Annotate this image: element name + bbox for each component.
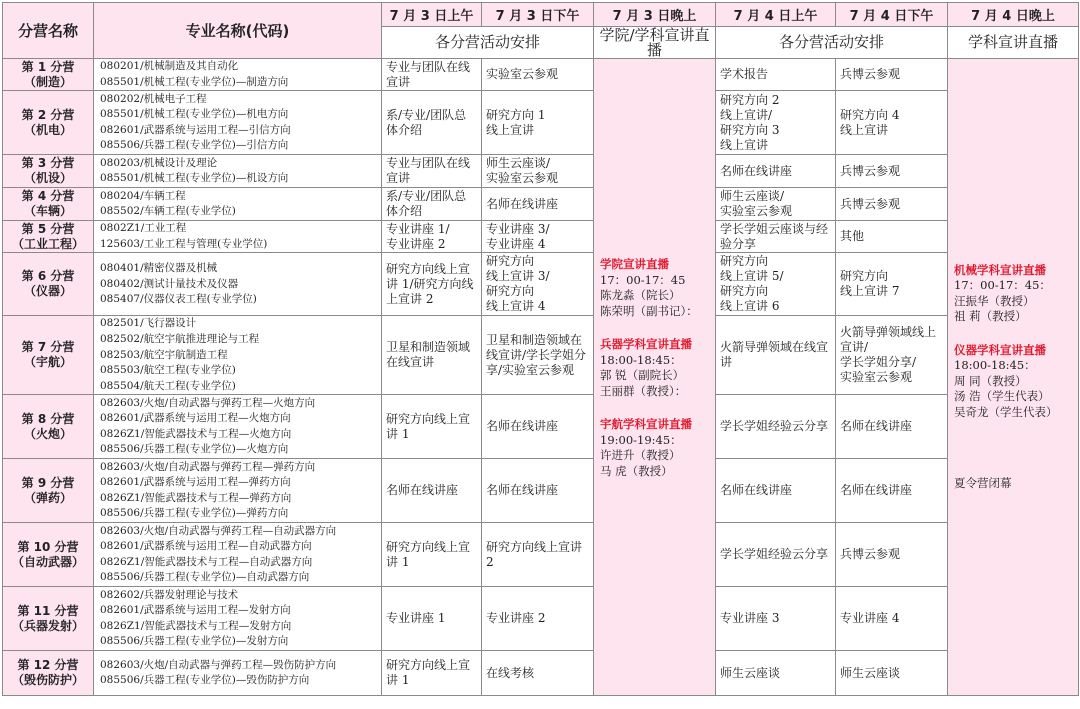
majors-cell [94, 155, 382, 188]
major-item: 082602/兵器发射理论与技术 [100, 588, 239, 601]
activity-cell: 兵博云参观 [836, 59, 948, 91]
major-item: 082502/航空宇航推进理论与工程 [100, 332, 260, 345]
live-line: 17：00-17：45： [954, 278, 1051, 293]
table-row [3, 221, 1079, 253]
activity-cell: 卫星和制造领域在线宣讲/学长学姐分享/实验室云参观 [482, 316, 594, 395]
activity-cell: 师生云座谈/ 实验室云参观 [716, 188, 836, 221]
date-header: 7 月 4 日下午 [836, 3, 948, 27]
activity-cell: 名师在线讲座 [716, 459, 836, 523]
major-item: 0802Z1/工业工程 [100, 222, 187, 235]
camp-cell [3, 221, 94, 253]
major-item: 0826Z1/智能武器技术与工程—自动武器方向 [100, 555, 313, 568]
activity-cell: 研究方向 1 线上宣讲 [482, 91, 594, 155]
major-item: 085506/兵器工程(专业学位)—毁伤防护方向 [100, 674, 310, 687]
activity-cell: 专业讲座 2 [482, 587, 594, 651]
activity-cell: 卫星和制造领域在线宣讲 [382, 316, 482, 395]
camp-subtitle: （宇航） [23, 355, 72, 370]
table-row [3, 59, 1079, 91]
table-row [3, 587, 1079, 651]
activity-cell: 其他 [836, 221, 948, 253]
majors-cell [94, 523, 382, 587]
live-title: 学院宣讲直播 [600, 257, 669, 272]
major-item: 082601/武器系统与运用工程—火炮方向 [100, 412, 291, 425]
camp-cell [3, 91, 94, 155]
live-line: 汤 浩（学生代表） [954, 389, 1050, 404]
activity-cell: 学长学姐经验云分享 [716, 395, 836, 459]
camp-subtitle: （仪器） [23, 284, 72, 299]
camp-cell [3, 587, 94, 651]
live-block [954, 263, 1072, 325]
schedule-table [2, 2, 1079, 696]
majors-cell [94, 221, 382, 253]
activity-cell: 研究方向 2 线上宣讲/ 研究方向 3 线上宣讲 [716, 91, 836, 155]
majors-cell [94, 395, 382, 459]
activity-cell: 研究方向 线上宣讲 3/ 研究方向 线上宣讲 4 [482, 253, 594, 316]
major-item: 080402/测试计量技术及仪器 [100, 277, 239, 290]
activity-cell: 研究方向 线上宣讲 5/ 研究方向 线上宣讲 6 [716, 253, 836, 316]
table-row [3, 91, 1079, 155]
camp-cell [3, 59, 94, 91]
live-line: 周 同（教授） [954, 373, 1027, 388]
camp-name: 第 8 分营 [21, 411, 75, 426]
activity-cell: 在线考核 [482, 651, 594, 696]
activity-cell: 学长学姐经验云分享 [716, 523, 836, 587]
activity-cell: 兵博云参观 [836, 155, 948, 188]
camp-name: 第 10 分营 [17, 539, 79, 554]
major-item: 082603/火炮/自动武器与弹药工程—火炮方向 [100, 396, 316, 409]
live-block [954, 343, 1072, 421]
activity-cell: 专业与团队在线宣讲 [382, 155, 482, 188]
major-item: 085501/机械工程(专业学位)—制造方向 [100, 75, 289, 88]
group-header: 各分营活动安排 [716, 27, 948, 59]
majors-cell [94, 188, 382, 221]
camp-subtitle: （火炮） [23, 426, 72, 441]
major-item: 0826Z1/智能武器技术与工程—火炮方向 [100, 427, 292, 440]
major-item: 085506/兵器工程(专业学位)—火炮方向 [100, 443, 289, 456]
activity-cell: 师生云座谈 [836, 651, 948, 696]
major-item: 085506/兵器工程(专业学位)—自动武器方向 [100, 571, 310, 584]
camp-subtitle: （制造） [23, 74, 72, 89]
camp-subtitle: （车辆） [23, 204, 72, 219]
live-line: 祖 莉（教授） [954, 309, 1027, 324]
major-item: 0826Z1/智能武器技术与工程—发射方向 [100, 619, 292, 632]
camp-name: 第 2 分营 [21, 107, 75, 122]
majors-cell [94, 651, 382, 696]
activity-cell: 名师在线讲座 [482, 188, 594, 221]
live-line: 吴奇龙（学生代表） [954, 404, 1058, 419]
live-line: 王丽群（教授）： [600, 383, 687, 398]
camp-cell [3, 395, 94, 459]
group-header: 学院/学科宣讲直播 [594, 27, 716, 59]
major-item: 080204/车辆工程 [100, 189, 186, 202]
camp-name: 第 5 分营 [21, 221, 75, 236]
camp-cell [3, 316, 94, 395]
live-stream-cell-jul3 [594, 59, 716, 696]
major-item: 082601/武器系统与运用工程—自动武器方向 [100, 540, 312, 553]
activity-cell: 研究方向线上宣讲 2 [482, 523, 594, 587]
live-line: 陈龙淼（院长） [600, 288, 681, 303]
majors-cell [94, 459, 382, 523]
date-header: 7 月 3 日下午 [482, 3, 594, 27]
activity-cell: 兵博云参观 [836, 188, 948, 221]
major-item: 125603/工业工程与管理(专业学位) [100, 237, 268, 250]
activity-cell: 学长学姐云座谈与经验分享 [716, 221, 836, 253]
table-row [3, 316, 1079, 395]
major-item: 085503/航空工程(专业学位) [100, 364, 236, 377]
majors-cell [94, 587, 382, 651]
live-line: 郭 锐（副院长） [600, 368, 685, 383]
activity-cell: 研究方向 线上宣讲 7 [836, 253, 948, 316]
major-item: 080202/机械电子工程 [100, 92, 207, 105]
activity-cell: 专业讲座 3/ 专业讲座 4 [482, 221, 594, 253]
majors-cell [94, 91, 382, 155]
major-item: 082501/飞行器设计 [100, 317, 197, 330]
major-item: 085407/仪器仪表工程(专业学位) [100, 293, 257, 306]
activity-cell: 系/专业/团队总体介绍 [382, 188, 482, 221]
date-header: 7 月 4 日上午 [716, 3, 836, 27]
date-header: 7 月 3 日上午 [382, 3, 482, 27]
major-item: 085506/兵器工程(专业学位)—发射方向 [100, 635, 289, 648]
activity-cell: 研究方向线上宣讲 1 [382, 395, 482, 459]
majors-cell [94, 316, 382, 395]
activity-cell: 研究方向 4 线上宣讲 [836, 91, 948, 155]
table-row [3, 651, 1079, 696]
activity-cell: 火箭导弹领域在线宣讲 [716, 316, 836, 395]
camp-name: 第 11 分营 [17, 603, 79, 618]
live-block [600, 257, 709, 319]
activity-cell: 名师在线讲座 [482, 459, 594, 523]
camp-name: 第 1 分营 [21, 59, 75, 74]
camp-cell [3, 523, 94, 587]
camp-subtitle: （机电） [23, 122, 72, 137]
live-stream-cell-jul4 [948, 59, 1079, 696]
camp-subtitle: （毁伤防护） [11, 673, 84, 688]
group-header: 各分营活动安排 [382, 27, 594, 59]
date-header: 7 月 3 日晚上 [594, 3, 716, 27]
table-row [3, 253, 1079, 316]
activity-cell: 师生云座谈 [716, 651, 836, 696]
activity-cell: 兵博云参观 [836, 523, 948, 587]
camp-name: 第 3 分营 [21, 156, 75, 171]
major-item: 085504/航天工程(专业学位) [100, 379, 236, 392]
major-item: 080201/机械制造及其自动化 [100, 60, 239, 72]
camp-name: 第 12 分营 [17, 658, 79, 673]
camp-subtitle: （弹药） [23, 490, 72, 505]
group-header: 学科宣讲直播 [948, 27, 1079, 59]
table-row [3, 395, 1079, 459]
live-line: 汪振华（教授） [954, 293, 1035, 308]
activity-cell: 研究方向线上宣讲 1 [382, 651, 482, 696]
major-item: 085506/兵器工程(专业学位)—弹药方向 [100, 507, 289, 520]
live-title: 兵器学科宣讲直播 [600, 337, 692, 352]
table-row [3, 459, 1079, 523]
major-item: 082601/武器系统与运用工程—引信方向 [100, 123, 291, 136]
live-line: 陈荣明（副书记）： [600, 303, 698, 318]
major-item: 0826Z1/智能武器技术与工程—弹药方向 [100, 491, 292, 504]
camp-name: 第 7 分营 [21, 340, 75, 355]
live-title: 宇航学科宣讲直播 [600, 417, 692, 432]
camp-cell [3, 651, 94, 696]
date-header: 7 月 4 日晚上 [948, 3, 1079, 27]
closing-ceremony: 夏令营闭幕 [954, 476, 1012, 491]
major-item: 082603/火炮/自动武器与弹药工程—毁伤防护方向 [100, 658, 337, 671]
table-row [3, 188, 1079, 221]
major-item: 080401/精密仪器及机械 [100, 261, 218, 274]
camp-name: 第 6 分营 [21, 269, 75, 284]
activity-cell: 名师在线讲座 [836, 395, 948, 459]
camp-name: 第 9 分营 [21, 475, 75, 490]
live-line: 许进升（教授） [600, 448, 681, 463]
live-title: 机械学科宣讲直播 [954, 262, 1046, 277]
table-row [3, 155, 1079, 188]
camp-cell [3, 459, 94, 523]
camp-column-header: 分营名称 [3, 3, 94, 59]
camp-subtitle: （兵器发射） [11, 618, 84, 633]
activity-cell: 学术报告 [716, 59, 836, 91]
activity-cell: 名师在线讲座 [836, 459, 948, 523]
activity-cell: 专业讲座 3 [716, 587, 836, 651]
majors-cell [94, 59, 382, 91]
activity-cell: 名师在线讲座 [482, 395, 594, 459]
camp-name: 第 4 分营 [21, 189, 75, 204]
major-item: 080203/机械设计及理论 [100, 156, 218, 169]
table-row [3, 523, 1079, 587]
activity-cell: 名师在线讲座 [382, 459, 482, 523]
camp-cell [3, 188, 94, 221]
camp-cell [3, 253, 94, 316]
activity-cell: 专业讲座 1/ 专业讲座 2 [382, 221, 482, 253]
activity-cell: 研究方向线上宣讲 1 [382, 523, 482, 587]
live-title: 仪器学科宣讲直播 [954, 342, 1046, 357]
activity-cell: 专业与团队在线宣讲 [382, 59, 482, 91]
live-line: 18:00-18:45： [600, 352, 682, 367]
major-item: 082603/火炮/自动武器与弹药工程—弹药方向 [100, 460, 316, 473]
major-item: 085501/机械工程(专业学位)—机电方向 [100, 108, 289, 121]
activity-cell: 专业讲座 1 [382, 587, 482, 651]
major-item: 085506/兵器工程(专业学位)—引信方向 [100, 139, 289, 152]
live-line: 19:00-19:45： [600, 432, 682, 447]
live-line: 马 虎（教授） [600, 463, 673, 478]
activity-cell: 专业讲座 4 [836, 587, 948, 651]
major-item: 082503/航空宇航制造工程 [100, 348, 228, 361]
major-column-header: 专业名称(代码) [94, 3, 382, 59]
live-line: 17：00-17：45 [600, 272, 686, 287]
major-item: 082601/武器系统与运用工程—弹药方向 [100, 476, 291, 489]
camp-subtitle: （机设） [23, 171, 72, 186]
activity-cell: 实验室云参观 [482, 59, 594, 91]
activity-cell: 系/专业/团队总体介绍 [382, 91, 482, 155]
live-line: 18:00-18:45： [954, 358, 1036, 373]
activity-cell: 师生云座谈/ 实验室云参观 [482, 155, 594, 188]
major-item: 082603/火炮/自动武器与弹药工程—自动武器方向 [100, 524, 337, 537]
activity-cell: 研究方向线上宣讲 1/研究方向线上宣讲 2 [382, 253, 482, 316]
activity-cell: 名师在线讲座 [716, 155, 836, 188]
camp-subtitle: （工业工程） [11, 236, 84, 251]
majors-cell [94, 253, 382, 316]
major-item: 085501/机械工程(专业学位)—机设方向 [100, 172, 289, 185]
live-block [600, 337, 709, 399]
live-block [600, 417, 709, 479]
camp-subtitle: （自动武器） [11, 554, 84, 569]
major-item: 082601/武器系统与运用工程—发射方向 [100, 604, 291, 617]
major-item: 085502/车辆工程(专业学位) [100, 205, 236, 218]
camp-cell [3, 155, 94, 188]
activity-cell: 火箭导弹领域线上宣讲/ 学长学姐分享/ 实验室云参观 [836, 316, 948, 395]
